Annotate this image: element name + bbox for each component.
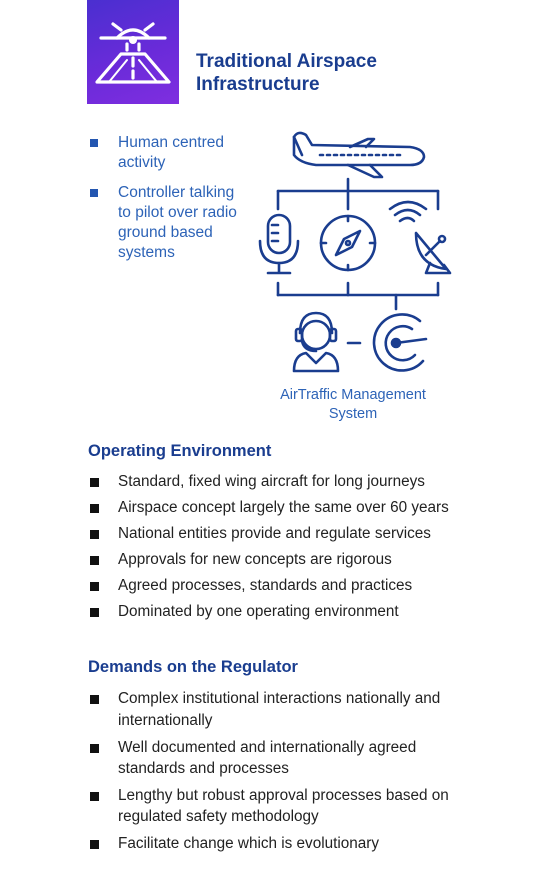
bullet-square — [90, 695, 99, 704]
intro-point-2: Controller talking to pilot over radio ground based systems — [118, 183, 237, 262]
compass-icon — [321, 216, 375, 270]
logo-tile — [87, 0, 179, 104]
operating-item-1: Standard, fixed wing aircraft for long journeys — [118, 473, 425, 490]
list-item — [88, 471, 508, 492]
demands-list — [88, 688, 478, 854]
bullet-square — [90, 189, 98, 197]
atm-system-label — [262, 386, 444, 424]
bullet-square — [90, 478, 99, 487]
atm-label-line-1: AirTraffic Management — [280, 387, 426, 403]
list-item — [88, 133, 238, 174]
bullet-square — [90, 556, 99, 565]
bullet-square — [90, 530, 99, 539]
page-title — [196, 50, 456, 96]
demands-heading: Demands on the Regulator — [88, 658, 298, 676]
intro-list — [88, 133, 238, 273]
air-traffic-controller-icon — [294, 313, 338, 371]
microphone-icon — [260, 215, 298, 273]
bullet-square — [90, 582, 99, 591]
demands-item-3: Lengthy but robust approval processes based on regulated safety methodology — [118, 787, 449, 825]
bullet-square — [90, 608, 99, 617]
bullet-square — [90, 792, 99, 801]
operating-item-6: Dominated by one operating environment — [118, 603, 399, 620]
operating-item-5: Agreed processes, standards and practices — [118, 577, 413, 594]
list-item — [88, 575, 508, 596]
bullet-square — [90, 504, 99, 513]
radar-icon — [374, 314, 426, 370]
bullet-square — [90, 744, 99, 753]
list-item — [88, 785, 478, 827]
bullet-square — [90, 139, 98, 147]
demands-item-1: Complex institutional interactions nationally and internationally — [118, 690, 441, 729]
demands-item-2: Well documented and internationally agreed standards and processes — [118, 739, 417, 777]
list-item — [88, 688, 478, 732]
list-item — [88, 497, 508, 518]
list-item — [88, 523, 508, 544]
airport-landing-icon — [87, 0, 179, 104]
intro-point-1: Human centred activity — [118, 134, 224, 172]
list-item — [88, 601, 508, 622]
list-item — [88, 833, 478, 854]
title-line-2: Infrastructure — [196, 74, 320, 95]
airplane-icon — [294, 133, 424, 177]
operating-list — [88, 471, 508, 622]
list-item — [88, 737, 478, 779]
satellite-dish-icon — [390, 202, 450, 273]
list-item — [88, 183, 238, 264]
atm-diagram — [250, 115, 460, 385]
list-item — [88, 549, 508, 570]
operating-item-4: Approvals for new concepts are rigorous — [118, 551, 392, 568]
atm-label-line-2: System — [328, 406, 378, 422]
bullet-square — [90, 840, 99, 849]
operating-heading: Operating Environment — [88, 442, 272, 460]
title-line-1: Traditional Airspace — [196, 51, 377, 72]
operating-item-3: National entities provide and regulate services — [118, 525, 431, 542]
demands-item-4: Facilitate change which is evolutionary — [118, 835, 380, 852]
operating-item-2: Airspace concept largely the same over 60 years — [118, 499, 449, 516]
